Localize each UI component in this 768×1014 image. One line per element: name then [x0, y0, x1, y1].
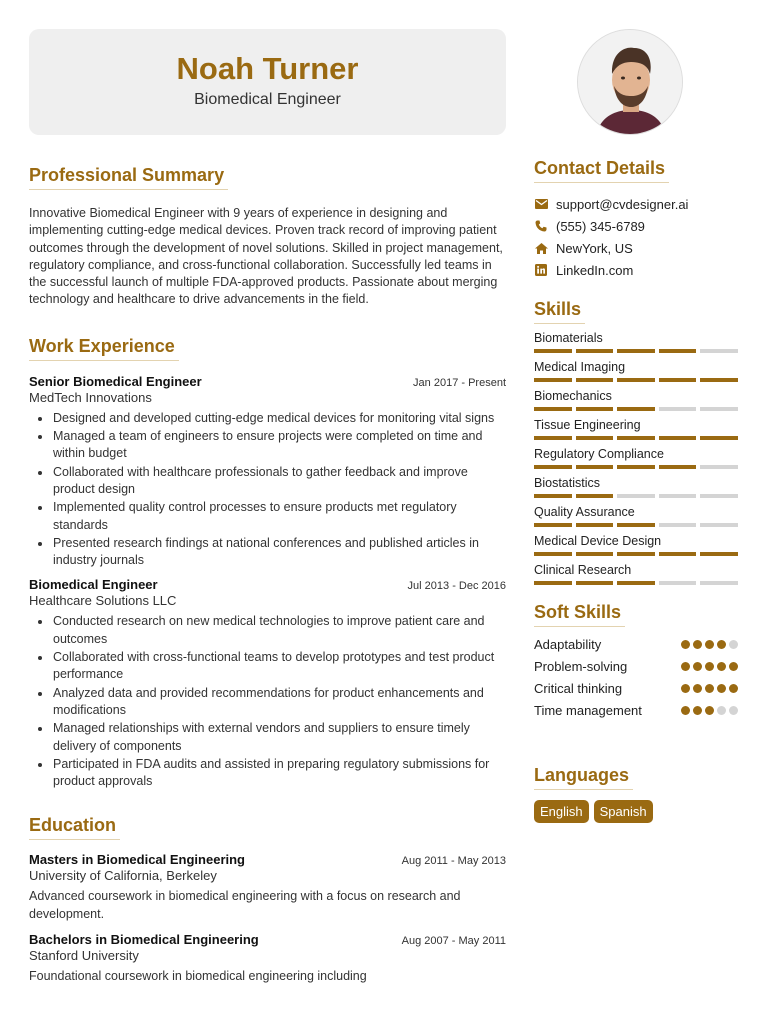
soft-skill-row	[534, 633, 738, 655]
rating-dot	[693, 684, 702, 693]
side-column	[534, 158, 738, 823]
contact-location	[534, 237, 738, 259]
header-banner	[29, 29, 506, 135]
skill-level-segment	[659, 407, 697, 411]
skill-level-segment	[617, 581, 655, 585]
skill-level-segment	[700, 465, 738, 469]
contact-email-text: support@cvdesigner.ai	[556, 196, 689, 212]
rating-dot	[729, 684, 738, 693]
languages-list	[534, 800, 738, 823]
rating-dot	[693, 640, 702, 649]
contact-heading: Contact Details	[534, 158, 669, 183]
phone-icon	[534, 219, 548, 233]
school-name: Stanford University	[29, 948, 139, 964]
skills-heading: Skills	[534, 299, 585, 324]
skill-level-segment	[700, 407, 738, 411]
skill-level-segment	[700, 349, 738, 353]
skill-level-segment	[534, 494, 572, 498]
list-item: Implemented quality control processes to ensure products met regulatory standards	[29, 499, 506, 534]
skill-level-bar	[534, 407, 738, 411]
job-company: Healthcare Solutions LLC	[29, 593, 177, 609]
skill-name: Biostatistics	[534, 476, 600, 490]
rating-dot	[717, 684, 726, 693]
skill-level-segment	[659, 349, 697, 353]
skill-level-segment	[534, 552, 572, 556]
language-tag: Spanish	[594, 800, 653, 823]
list-item: Collaborated with cross-functional teams to develop prototypes and test product performance	[29, 649, 506, 684]
skill-level-bar	[534, 378, 738, 382]
soft-skill-row	[534, 677, 738, 699]
experience-heading: Work Experience	[29, 336, 179, 361]
profile-photo	[577, 29, 683, 135]
soft-skill-name: Adaptability	[534, 636, 602, 652]
skill-level-segment	[700, 552, 738, 556]
list-item: Participated in FDA audits and assisted in preparing regulatory submissions for product approvals	[29, 756, 506, 791]
rating-dot	[717, 662, 726, 671]
skill-level-bar	[534, 552, 738, 556]
rating-dot	[717, 706, 726, 715]
skill-level-segment	[700, 436, 738, 440]
skill-level-segment	[576, 494, 614, 498]
skill-name: Tissue Engineering	[534, 418, 641, 432]
skill-level-bar	[534, 523, 738, 527]
rating-dot	[705, 662, 714, 671]
skill-level-segment	[534, 436, 572, 440]
linkedin-icon	[534, 263, 548, 277]
soft-skill-row	[534, 699, 738, 721]
skill-level-segment	[576, 523, 614, 527]
contact-phone-text: (555) 345-6789	[556, 218, 645, 234]
soft-skills-heading: Soft Skills	[534, 602, 625, 627]
job-title: Biomedical Engineer	[29, 577, 158, 593]
rating-dot	[681, 706, 690, 715]
job-bullets	[29, 613, 506, 790]
skill-level-bar	[534, 436, 738, 440]
skill-level-segment	[617, 494, 655, 498]
rating-dot	[681, 640, 690, 649]
rating-dot	[729, 706, 738, 715]
skill-level-segment	[576, 552, 614, 556]
home-icon	[534, 241, 548, 255]
education-date: Aug 2011 - May 2013	[401, 855, 506, 868]
soft-skill-name: Critical thinking	[534, 680, 623, 696]
rating-dot	[705, 706, 714, 715]
education-entry	[29, 932, 506, 985]
skill-level-segment	[659, 552, 697, 556]
education-date: Aug 2007 - May 2011	[401, 935, 506, 948]
rating-dot	[729, 640, 738, 649]
soft-skill-name: Problem-solving	[534, 658, 628, 674]
skill-level-segment	[659, 436, 697, 440]
skill-level-segment	[534, 349, 572, 353]
skill-level-segment	[534, 378, 572, 382]
skill-level-segment	[659, 581, 697, 585]
language-tag: English	[534, 800, 589, 823]
skill-level-bar	[534, 494, 738, 498]
skill-level-segment	[534, 581, 572, 585]
job-date: Jan 2017 - Present	[413, 376, 506, 389]
job-company: MedTech Innovations	[29, 389, 152, 405]
skill-level-segment	[534, 523, 572, 527]
soft-skills-list	[534, 633, 738, 721]
list-item: Analyzed data and provided recommendations for product enhancements and modifications	[29, 685, 506, 720]
soft-skill-name: Time management	[534, 702, 642, 718]
skill-level-segment	[617, 552, 655, 556]
skill-level-segment	[659, 523, 697, 527]
skill-level-segment	[576, 407, 614, 411]
soft-skill-rating	[681, 662, 738, 671]
list-item: Managed relationships with external vendors and suppliers to ensure timely delivery of components	[29, 720, 506, 755]
rating-dot	[705, 640, 714, 649]
education-entry	[29, 852, 506, 923]
rating-dot	[729, 662, 738, 671]
skill-level-segment	[617, 523, 655, 527]
skill-name: Medical Imaging	[534, 360, 626, 374]
rating-dot	[693, 662, 702, 671]
school-name: University of California, Berkeley	[29, 868, 217, 884]
job-bullets	[29, 410, 506, 570]
skill-level-segment	[659, 465, 697, 469]
rating-dot	[717, 640, 726, 649]
person-avatar-icon	[578, 30, 683, 135]
education-description: Foundational coursework in biomedical engineering including	[29, 969, 367, 984]
list-item: Collaborated with healthcare professionals to gather feedback and improve product design	[29, 464, 506, 499]
skill-level-segment	[700, 378, 738, 382]
rating-dot	[693, 706, 702, 715]
summary-text: Innovative Biomedical Engineer with 9 years of experience in designing and implementing cutting-edge medical devices. Proven track record of improving patient outcomes through the development of novel solutions. Skilled in project management, regulatory compliance, and cross-functional collaboration. Successfully led teams in the successful launch of multiple FDA-approved products. Passionate about merging technology and healthcare to drive advancements in the field.	[29, 206, 503, 307]
summary-heading: Professional Summary	[29, 165, 228, 190]
candidate-name: Noah Turner	[176, 51, 359, 86]
skill-level-segment	[617, 465, 655, 469]
education-description: Advanced coursework in biomedical engineering with a focus on research and development.	[29, 889, 461, 921]
skill-level-bar	[534, 465, 738, 469]
contact-email[interactable]	[534, 193, 738, 215]
job-date: Jul 2013 - Dec 2016	[407, 580, 506, 593]
list-item: Designed and developed cutting-edge medical devices for monitoring vital signs	[29, 410, 506, 427]
skill-name: Quality Assurance	[534, 505, 635, 519]
skills-list	[534, 331, 738, 585]
job-entry	[29, 577, 506, 790]
email-icon	[534, 197, 548, 211]
contact-location-text: NewYork, US	[556, 240, 633, 256]
candidate-role: Biomedical Engineer	[194, 91, 341, 108]
skill-level-segment	[576, 349, 614, 353]
soft-skill-rating	[681, 640, 738, 649]
skill-level-segment	[576, 436, 614, 440]
skill-level-bar	[534, 349, 738, 353]
languages-heading: Languages	[534, 765, 633, 790]
rating-dot	[681, 684, 690, 693]
skill-level-segment	[617, 407, 655, 411]
soft-skill-rating	[681, 684, 738, 693]
skill-name: Regulatory Compliance	[534, 447, 664, 461]
list-item: Managed a team of engineers to ensure projects were completed on time and within budget	[29, 428, 506, 463]
rating-dot	[705, 684, 714, 693]
skill-name: Biomaterials	[534, 331, 603, 345]
skill-level-segment	[617, 378, 655, 382]
skill-level-bar	[534, 581, 738, 585]
job-entry	[29, 374, 506, 570]
skill-name: Clinical Research	[534, 563, 632, 577]
contact-phone[interactable]	[534, 215, 738, 237]
skill-name: Medical Device Design	[534, 534, 662, 548]
job-title: Senior Biomedical Engineer	[29, 373, 202, 389]
degree-title: Bachelors in Biomedical Engineering	[29, 932, 259, 948]
skill-level-segment	[700, 523, 738, 527]
soft-skill-row	[534, 655, 738, 677]
list-item: Conducted research on new medical technologies to improve patient care and outcomes	[29, 613, 506, 648]
skill-level-segment	[700, 494, 738, 498]
skill-level-segment	[659, 378, 697, 382]
skill-level-segment	[617, 436, 655, 440]
skill-level-segment	[700, 581, 738, 585]
contact-list	[534, 193, 738, 281]
skill-level-segment	[576, 581, 614, 585]
skill-name: Biomechanics	[534, 389, 612, 403]
skill-level-segment	[534, 465, 572, 469]
contact-linkedin-text: LinkedIn.com	[556, 262, 634, 278]
main-column	[29, 165, 506, 985]
skill-level-segment	[576, 378, 614, 382]
skill-level-segment	[534, 407, 572, 411]
soft-skill-rating	[681, 706, 738, 715]
education-heading: Education	[29, 815, 120, 840]
contact-linkedin[interactable]	[534, 259, 738, 281]
rating-dot	[681, 662, 690, 671]
skill-level-segment	[659, 494, 697, 498]
degree-title: Masters in Biomedical Engineering	[29, 852, 245, 868]
skill-level-segment	[617, 349, 655, 353]
skill-level-segment	[576, 465, 614, 469]
list-item: Presented research findings at national conferences and published articles in industry journals	[29, 535, 506, 570]
